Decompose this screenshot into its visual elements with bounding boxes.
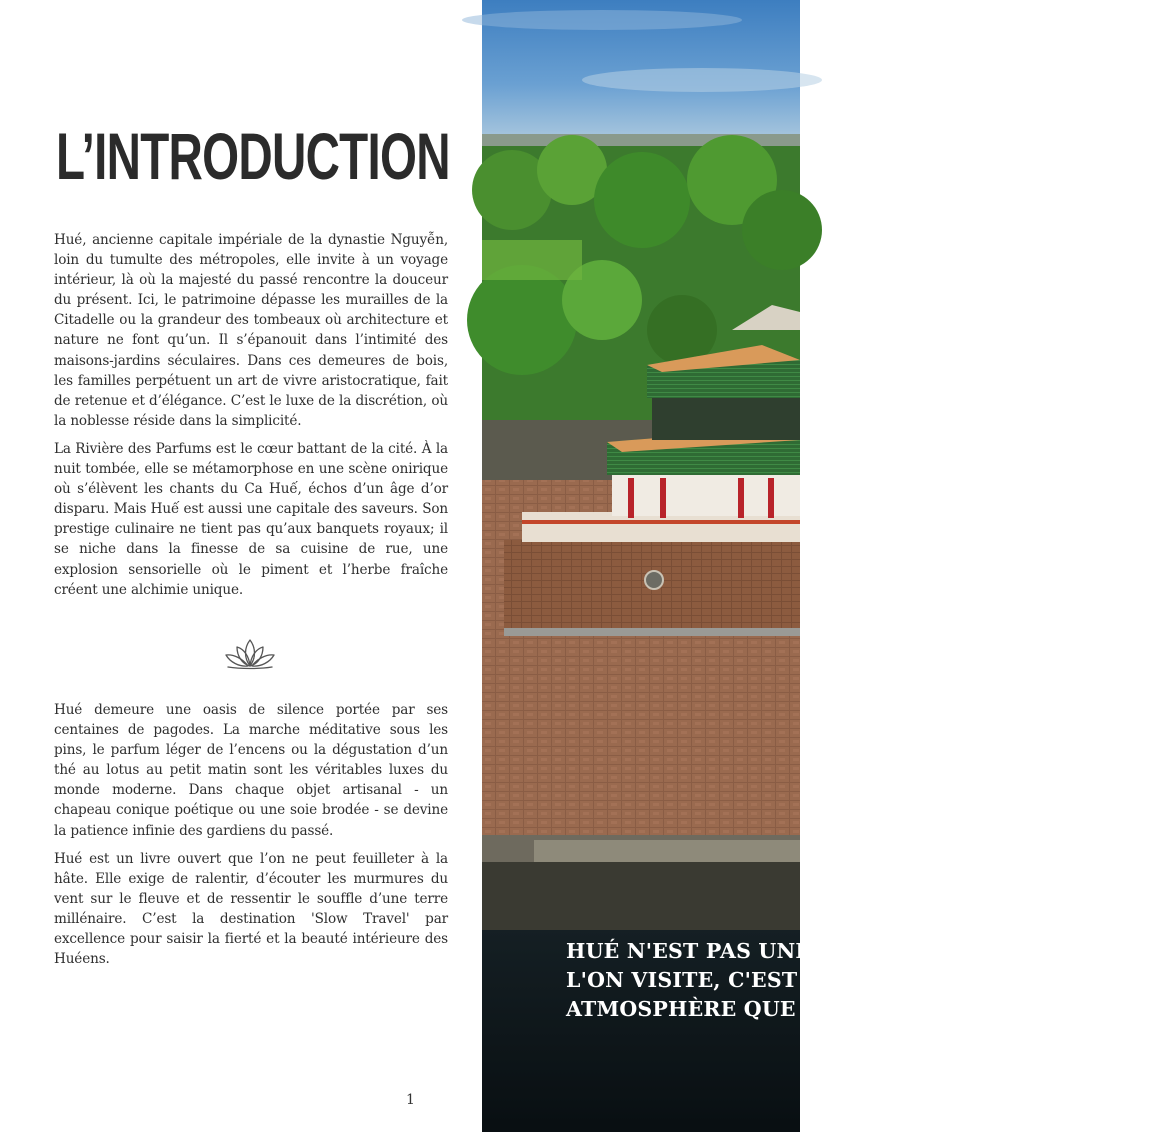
hero-photo-panel	[482, 0, 976, 1132]
quote-line: L'ON VISITE, C'EST UNE	[566, 968, 858, 992]
paragraph: Hué demeure une oasis de silence portée par ses centaines de pagodes. La marche méditative sous les pins, le parfum léger de l’encens ou la dégustation d’un thé au lotus au petit matin sont les véritables luxes du monde moderne. Dans chaque objet artisanal - un chapeau conique poétique ou une soie brodée - se devine la patience infinie des gardiens du passé.	[54, 702, 448, 839]
page-number: 1	[406, 1092, 415, 1108]
lotus-icon	[222, 636, 278, 670]
quote-overlay	[566, 937, 1166, 1024]
paragraph: Hué est un livre ouvert que l’on ne peut feuilleter à la hâte. Elle exige de ralentir, d’écouter les murmures du vent sur le fleuve et de ressentir le souffle d’une terre millénaire. C’est la destination 'Slow Travel' par excellence pour saisir la fierté et la beauté intérieure des Huéens.	[54, 850, 448, 968]
quote-line: ATMOSPHÈRE QUE L'ON RESPIRE	[566, 997, 976, 1021]
page-title: L’INTRODUCTION	[56, 119, 450, 193]
intro-section-bottom	[54, 700, 448, 977]
intro-section-top	[54, 230, 448, 608]
paragraph: Hué, ancienne capitale impériale de la dynastie Nguyễn, loin du tumulte des métropoles, elle invite à un voyage intérieur, là où la majesté du passé rencontre la douceur du présent. Ici, le patrimoine dépasse les murailles de la Citadelle ou la grandeur des tombeaux où architecture et nature ne font qu’un. Il s’épanouit dans l’intimité des maisons-jardins séculaires. Dans ces demeures de bois, les familles perpétuent un art de vivre aristocratique, fait de retenue et d’élégance. C’est le luxe de la discrétion, où la noblesse réside dans la simplicité.	[54, 232, 448, 429]
quote-line: HUÉ N'EST PAS UNE VILLE QUE	[566, 939, 949, 963]
text-column	[0, 0, 482, 1132]
paragraph: La Rivière des Parfums est le cœur battant de la cité. À la nuit tombée, elle se métamorphose en une scène onirique où s’élèvent les chants du Ca Huế, échos d’un âge d’or disparu. Mais Huế est aussi une capitale des saveurs. Son prestige culinaire ne tient pas qu’aux banquets royaux; il se niche dans la finesse de sa cuisine de rue, une explosion sensorielle où le piment et l’herbe fraîche créent une alchimie unique.	[54, 440, 448, 598]
